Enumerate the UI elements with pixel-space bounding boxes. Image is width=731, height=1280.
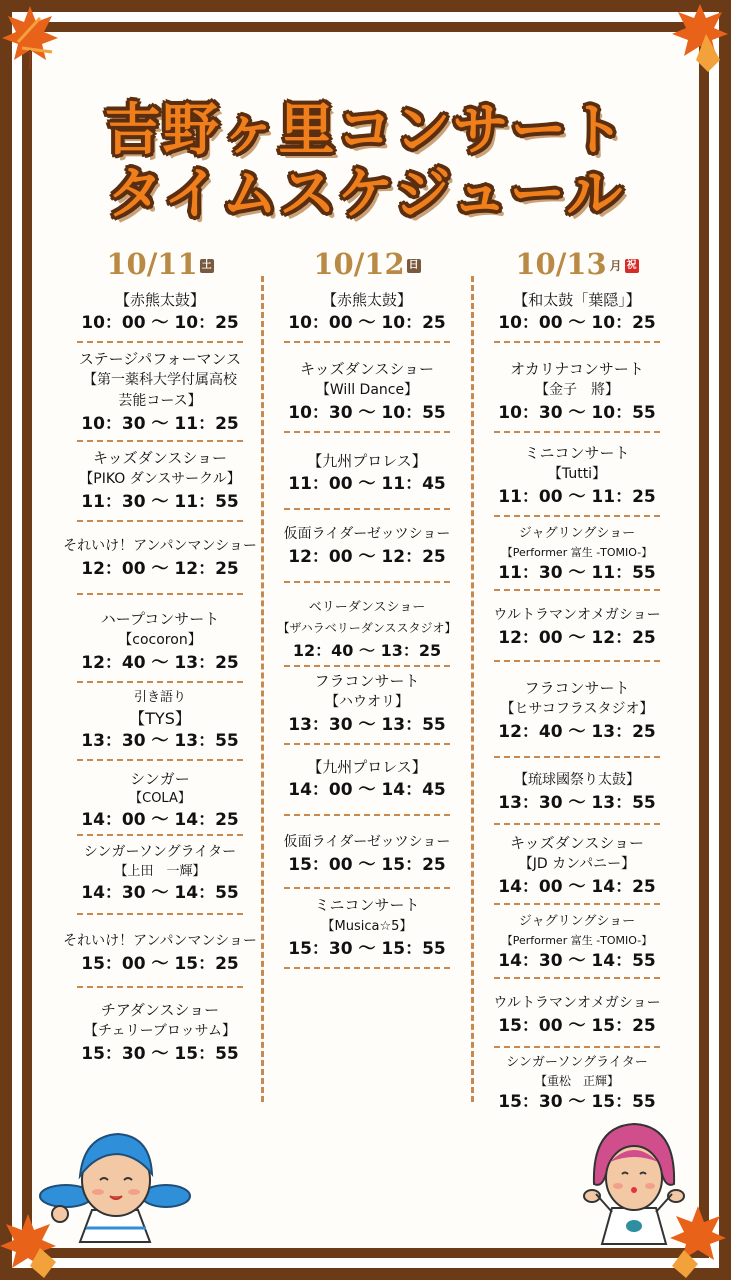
list-item xyxy=(494,591,660,662)
event-time: 12：00 〜 12：25 xyxy=(81,559,239,579)
date-text: 10/11 xyxy=(106,247,198,281)
event-name: ミニコンサート xyxy=(314,896,420,914)
event-performer: 【ザハラベリーダンススタジオ】 xyxy=(277,621,457,635)
event-name: キッズダンスショー xyxy=(299,360,435,378)
list-item xyxy=(77,343,243,442)
event-time: 15：00 〜 15：25 xyxy=(288,855,446,875)
event-name: 【赤熊太鼓】 xyxy=(114,291,205,309)
event-time: 15：30 〜 15：55 xyxy=(498,1092,656,1112)
event-name: それいけ！アンパンマンショー xyxy=(63,538,257,554)
event-time: 15：00 〜 15：25 xyxy=(498,1016,656,1036)
event-time: 10：00 〜 10：25 xyxy=(498,313,656,333)
event-performer: 【ハウオリ】 xyxy=(325,694,409,710)
event-performer: 【金子 將】 xyxy=(535,382,619,398)
list-item xyxy=(77,761,243,836)
event-name: ジャグリングショー xyxy=(518,914,636,929)
event-name: シンガー xyxy=(130,770,190,788)
event-time: 12：00 〜 12：25 xyxy=(288,547,446,567)
list-item xyxy=(472,1048,682,1114)
event-name: それいけ！アンパンマンショー xyxy=(63,933,257,949)
holiday-badge: 祝 xyxy=(626,260,637,271)
event-name: ジャグリングショー xyxy=(518,526,636,541)
event-performer: 【重松 正輝】 xyxy=(534,1074,619,1088)
event-name: ウルトラマンオメガショー xyxy=(493,995,661,1011)
event-name: オカリナコンサート xyxy=(510,360,644,378)
list-item xyxy=(77,836,243,915)
event-time: 14：30 〜 14：55 xyxy=(498,951,656,971)
event-performer: 【TYS】 xyxy=(129,709,191,728)
column-date xyxy=(472,244,682,284)
event-time: 12：40 〜 13：25 xyxy=(498,722,656,742)
column-date xyxy=(262,244,472,284)
event-performer: 【チェリーブロッサム】 xyxy=(84,1023,236,1039)
list-item xyxy=(494,517,660,591)
date-text: 10/12 xyxy=(313,247,405,281)
list-item xyxy=(277,583,457,667)
event-performer: 【COLA】 xyxy=(129,791,191,806)
event-time: 13：30 〜 13：55 xyxy=(498,793,656,813)
event-name: フラコンサート xyxy=(314,672,420,690)
event-performer: 【Performer 富生 -TOMIO-】 xyxy=(501,934,653,947)
event-performer: 芸能コース】 xyxy=(118,393,202,409)
event-name: 【琉球國祭り太鼓】 xyxy=(514,772,640,788)
event-time: 13：30 〜 13：55 xyxy=(288,715,446,735)
event-name: キッズダンスショー xyxy=(509,834,645,852)
event-performer: 【JD カンパニー】 xyxy=(518,856,636,872)
date-text: 10/13 xyxy=(515,247,607,281)
page-title-line1: 吉野ヶ里コンサート xyxy=(104,98,627,163)
list-item xyxy=(494,343,660,433)
page-title-line2: タイムスケジュール xyxy=(106,162,625,227)
event-performer: 【ヒサコフラスタジオ】 xyxy=(500,701,654,717)
event-time: 12：40 〜 13：25 xyxy=(292,641,442,660)
event-performer: 【上田 一輝】 xyxy=(114,864,206,879)
list-item xyxy=(494,825,660,905)
event-time: 15：30 〜 15：55 xyxy=(288,939,446,959)
event-name: キッズダンスショー xyxy=(92,449,228,467)
event-name: シンガーソングライター xyxy=(506,1055,648,1070)
schedule-column-day1 xyxy=(55,244,265,1066)
list-item xyxy=(284,510,450,583)
event-time: 14：00 〜 14：25 xyxy=(81,810,239,830)
event-name: ミニコンサート xyxy=(524,444,630,462)
event-name: シンガーソングライター xyxy=(83,844,237,860)
list-item xyxy=(494,905,660,979)
list-item xyxy=(77,442,243,522)
event-name: 【九州プロレス】 xyxy=(307,758,427,776)
event-time: 14：00 〜 14：25 xyxy=(498,877,656,897)
list-item xyxy=(63,915,257,988)
event-name: 【赤熊太鼓】 xyxy=(321,291,412,309)
mascot-boy-illustration xyxy=(34,1120,194,1245)
list-item xyxy=(77,683,243,761)
event-time: 15：00 〜 15：25 xyxy=(81,954,239,974)
event-performer: 【第一薬科大学付属高校 xyxy=(83,372,237,388)
event-name: 【九州プロレス】 xyxy=(307,452,427,470)
schedule-column-day3 xyxy=(472,244,682,1114)
event-time: 10：30 〜 10：55 xyxy=(288,403,446,423)
event-time: 14：30 〜 14：55 xyxy=(81,883,239,903)
event-name: 引き語り xyxy=(133,690,186,705)
list-item xyxy=(284,284,450,343)
event-time: 15：30 〜 15：55 xyxy=(81,1044,239,1064)
event-time: 13：30 〜 13：55 xyxy=(81,731,239,751)
maple-leaf-icon xyxy=(668,0,731,76)
event-time: 10：30 〜 10：55 xyxy=(498,403,656,423)
maple-leaf-icon xyxy=(0,2,60,72)
list-item xyxy=(494,433,660,517)
list-item xyxy=(494,284,660,343)
list-item xyxy=(494,758,660,825)
event-name: 【和太鼓「葉隠」】 xyxy=(513,291,641,309)
list-item xyxy=(494,662,660,758)
list-item xyxy=(284,889,450,969)
weekday-badge: 月 xyxy=(609,259,622,273)
list-item xyxy=(77,284,243,343)
list-item xyxy=(284,667,450,745)
event-time: 10：00 〜 10：25 xyxy=(81,313,239,333)
list-item xyxy=(284,343,450,433)
event-time: 12：40 〜 13：25 xyxy=(81,653,239,673)
list-item xyxy=(494,979,660,1048)
event-performer: 【Tutti】 xyxy=(547,466,607,482)
event-performer: 【Will Dance】 xyxy=(315,382,419,398)
event-name: ステージパフォーマンス xyxy=(78,350,242,368)
event-name: ハープコンサート xyxy=(100,610,220,628)
event-time: 11：00 〜 11：25 xyxy=(498,487,656,507)
schedule-column-day2 xyxy=(262,244,472,969)
list-item xyxy=(284,745,450,816)
list-item xyxy=(77,595,243,683)
event-name: フラコンサート xyxy=(524,679,630,697)
list-item xyxy=(284,816,450,889)
event-time: 10：30 〜 11：25 xyxy=(81,414,239,434)
weekday-badge: 日 xyxy=(408,260,419,271)
event-name: ウルトラマンオメガショー xyxy=(493,607,661,623)
event-performer: 【cocoron】 xyxy=(118,632,202,648)
event-performer: 【Performer 富生 -TOMIO-】 xyxy=(501,546,653,559)
event-time: 12：00 〜 12：25 xyxy=(498,628,656,648)
list-item xyxy=(55,988,265,1066)
weekday-badge: 土 xyxy=(201,260,212,271)
event-time: 14：00 〜 14：45 xyxy=(288,780,446,800)
event-time: 11：00 〜 11：45 xyxy=(288,474,446,494)
event-performer: 【Musica☆5】 xyxy=(321,919,413,934)
event-time: 10：00 〜 10：25 xyxy=(288,313,446,333)
event-time: 11：30 〜 11：55 xyxy=(498,563,656,583)
event-name: 仮面ライダーゼッツショー xyxy=(283,834,451,850)
list-item xyxy=(63,522,257,595)
column-date xyxy=(55,244,265,284)
mascot-girl-illustration xyxy=(582,1118,686,1248)
event-name: 仮面ライダーゼッツショー xyxy=(283,526,451,542)
list-item xyxy=(284,433,450,510)
event-name: チアダンスショー xyxy=(100,1001,220,1019)
event-time: 11：30 〜 11：55 xyxy=(81,492,239,512)
event-performer: 【PIKO ダンスサークル】 xyxy=(79,471,241,487)
event-name: ベリーダンスショー xyxy=(308,600,426,615)
